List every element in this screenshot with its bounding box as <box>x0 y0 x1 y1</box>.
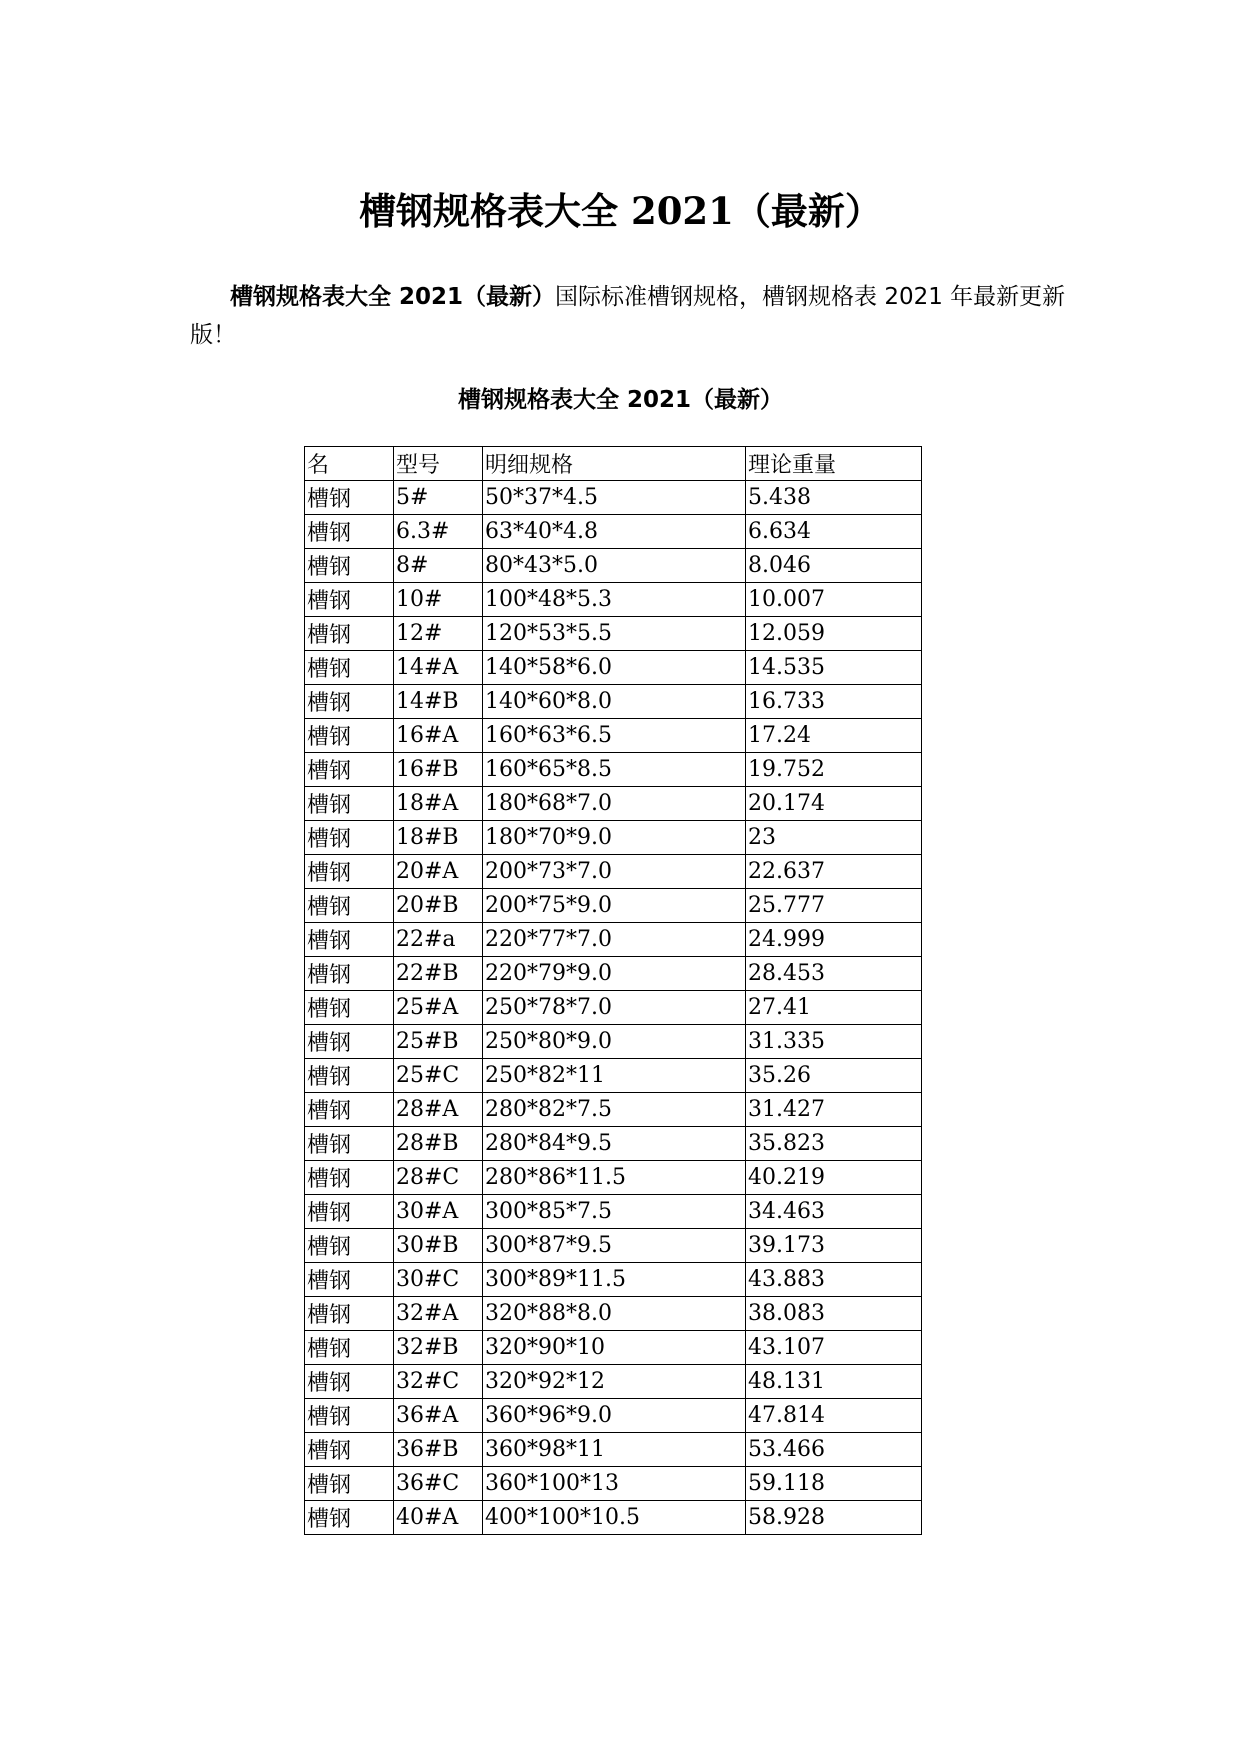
cell-model: 6.3# <box>394 515 483 549</box>
cell-model: 28#B <box>394 1127 483 1161</box>
cell-name: 槽钢 <box>305 923 394 957</box>
cell-spec: 140*60*8.0 <box>483 685 746 719</box>
cell-model: 40#A <box>394 1501 483 1535</box>
cell-model: 25#B <box>394 1025 483 1059</box>
cell-spec: 320*88*8.0 <box>483 1297 746 1331</box>
table-header-row <box>305 447 922 481</box>
cell-weight: 43.107 <box>746 1331 922 1365</box>
header-model: 型号 <box>394 447 483 481</box>
table-body <box>305 481 922 1535</box>
cell-spec: 200*75*9.0 <box>483 889 746 923</box>
cell-model: 30#C <box>394 1263 483 1297</box>
cell-model: 14#A <box>394 651 483 685</box>
cell-name: 槽钢 <box>305 1127 394 1161</box>
table-row <box>305 685 922 719</box>
cell-weight: 19.752 <box>746 753 922 787</box>
cell-weight: 38.083 <box>746 1297 922 1331</box>
cell-name: 槽钢 <box>305 583 394 617</box>
table-row <box>305 1161 922 1195</box>
cell-spec: 180*70*9.0 <box>483 821 746 855</box>
cell-name: 槽钢 <box>305 1229 394 1263</box>
cell-weight: 58.928 <box>746 1501 922 1535</box>
cell-name: 槽钢 <box>305 1501 394 1535</box>
cell-name: 槽钢 <box>305 1195 394 1229</box>
cell-weight: 35.26 <box>746 1059 922 1093</box>
cell-weight: 31.427 <box>746 1093 922 1127</box>
table-row <box>305 753 922 787</box>
cell-model: 18#B <box>394 821 483 855</box>
cell-model: 8# <box>394 549 483 583</box>
cell-spec: 140*58*6.0 <box>483 651 746 685</box>
cell-name: 槽钢 <box>305 549 394 583</box>
cell-name: 槽钢 <box>305 821 394 855</box>
cell-model: 5# <box>394 481 483 515</box>
cell-name: 槽钢 <box>305 1161 394 1195</box>
cell-spec: 200*73*7.0 <box>483 855 746 889</box>
cell-weight: 39.173 <box>746 1229 922 1263</box>
cell-weight: 28.453 <box>746 957 922 991</box>
cell-spec: 280*82*7.5 <box>483 1093 746 1127</box>
cell-spec: 320*90*10 <box>483 1331 746 1365</box>
cell-weight: 35.823 <box>746 1127 922 1161</box>
table-row <box>305 1501 922 1535</box>
header-name: 名 <box>305 447 394 481</box>
table-row <box>305 1195 922 1229</box>
cell-spec: 250*78*7.0 <box>483 991 746 1025</box>
cell-model: 32#A <box>394 1297 483 1331</box>
table-row <box>305 719 922 753</box>
cell-weight: 47.814 <box>746 1399 922 1433</box>
cell-model: 36#B <box>394 1433 483 1467</box>
table-row <box>305 1025 922 1059</box>
cell-spec: 160*63*6.5 <box>483 719 746 753</box>
header-weight: 理论重量 <box>746 447 922 481</box>
table-row <box>305 889 922 923</box>
cell-name: 槽钢 <box>305 1331 394 1365</box>
cell-weight: 22.637 <box>746 855 922 889</box>
cell-weight: 23 <box>746 821 922 855</box>
cell-model: 25#A <box>394 991 483 1025</box>
cell-weight: 6.634 <box>746 515 922 549</box>
cell-name: 槽钢 <box>305 889 394 923</box>
table-row <box>305 1365 922 1399</box>
cell-name: 槽钢 <box>305 1263 394 1297</box>
cell-model: 36#A <box>394 1399 483 1433</box>
cell-spec: 80*43*5.0 <box>483 549 746 583</box>
cell-spec: 180*68*7.0 <box>483 787 746 821</box>
table-row <box>305 957 922 991</box>
cell-model: 30#B <box>394 1229 483 1263</box>
table-row <box>305 991 922 1025</box>
table-row <box>305 1433 922 1467</box>
table-row <box>305 549 922 583</box>
table-row <box>305 1297 922 1331</box>
cell-name: 槽钢 <box>305 719 394 753</box>
cell-weight: 59.118 <box>746 1467 922 1501</box>
table-row <box>305 1399 922 1433</box>
cell-name: 槽钢 <box>305 481 394 515</box>
cell-weight: 53.466 <box>746 1433 922 1467</box>
cell-name: 槽钢 <box>305 855 394 889</box>
cell-model: 16#B <box>394 753 483 787</box>
cell-model: 22#a <box>394 923 483 957</box>
cell-spec: 300*89*11.5 <box>483 1263 746 1297</box>
cell-spec: 360*100*13 <box>483 1467 746 1501</box>
cell-model: 32#C <box>394 1365 483 1399</box>
cell-spec: 50*37*4.5 <box>483 481 746 515</box>
table-row <box>305 1093 922 1127</box>
cell-spec: 250*80*9.0 <box>483 1025 746 1059</box>
table-row <box>305 1263 922 1297</box>
header-spec: 明细规格 <box>483 447 746 481</box>
cell-weight: 10.007 <box>746 583 922 617</box>
cell-model: 25#C <box>394 1059 483 1093</box>
cell-spec: 400*100*10.5 <box>483 1501 746 1535</box>
table-caption: 槽钢规格表大全 2021（最新） <box>457 387 784 413</box>
cell-name: 槽钢 <box>305 515 394 549</box>
cell-spec: 120*53*5.5 <box>483 617 746 651</box>
cell-name: 槽钢 <box>305 1365 394 1399</box>
cell-model: 20#B <box>394 889 483 923</box>
cell-name: 槽钢 <box>305 1025 394 1059</box>
table-row <box>305 583 922 617</box>
channel-steel-spec-table <box>304 446 922 1535</box>
table-row <box>305 617 922 651</box>
cell-weight: 48.131 <box>746 1365 922 1399</box>
intro-text: 国际标准槽钢规格，槽钢规格表 2021 年最新更新版！ <box>190 284 1066 348</box>
cell-weight: 5.438 <box>746 481 922 515</box>
table-row <box>305 1127 922 1161</box>
cell-name: 槽钢 <box>305 957 394 991</box>
cell-name: 槽钢 <box>305 1467 394 1501</box>
intro-bold-title: 槽钢规格表大全 2021（最新） <box>230 284 556 310</box>
cell-name: 槽钢 <box>305 991 394 1025</box>
cell-name: 槽钢 <box>305 1297 394 1331</box>
cell-spec: 220*79*9.0 <box>483 957 746 991</box>
cell-spec: 360*96*9.0 <box>483 1399 746 1433</box>
cell-model: 28#C <box>394 1161 483 1195</box>
cell-weight: 20.174 <box>746 787 922 821</box>
cell-weight: 34.463 <box>746 1195 922 1229</box>
intro-paragraph <box>190 278 1070 354</box>
cell-model: 30#A <box>394 1195 483 1229</box>
cell-weight: 27.41 <box>746 991 922 1025</box>
cell-model: 10# <box>394 583 483 617</box>
cell-spec: 280*84*9.5 <box>483 1127 746 1161</box>
cell-weight: 24.999 <box>746 923 922 957</box>
cell-spec: 360*98*11 <box>483 1433 746 1467</box>
table-row <box>305 1059 922 1093</box>
cell-model: 32#B <box>394 1331 483 1365</box>
table-row <box>305 1229 922 1263</box>
cell-model: 36#C <box>394 1467 483 1501</box>
cell-name: 槽钢 <box>305 1399 394 1433</box>
table-row <box>305 923 922 957</box>
page-title: 槽钢规格表大全 2021（最新） <box>359 189 882 233</box>
cell-spec: 250*82*11 <box>483 1059 746 1093</box>
cell-spec: 320*92*12 <box>483 1365 746 1399</box>
cell-weight: 17.24 <box>746 719 922 753</box>
table-row <box>305 787 922 821</box>
cell-weight: 25.777 <box>746 889 922 923</box>
cell-model: 18#A <box>394 787 483 821</box>
cell-weight: 14.535 <box>746 651 922 685</box>
cell-name: 槽钢 <box>305 787 394 821</box>
cell-spec: 300*87*9.5 <box>483 1229 746 1263</box>
cell-name: 槽钢 <box>305 1433 394 1467</box>
table-row <box>305 481 922 515</box>
cell-name: 槽钢 <box>305 685 394 719</box>
table-row <box>305 515 922 549</box>
cell-spec: 220*77*7.0 <box>483 923 746 957</box>
cell-model: 20#A <box>394 855 483 889</box>
cell-weight: 8.046 <box>746 549 922 583</box>
cell-spec: 300*85*7.5 <box>483 1195 746 1229</box>
cell-weight: 31.335 <box>746 1025 922 1059</box>
cell-spec: 280*86*11.5 <box>483 1161 746 1195</box>
table-row <box>305 1467 922 1501</box>
cell-model: 12# <box>394 617 483 651</box>
cell-weight: 43.883 <box>746 1263 922 1297</box>
cell-model: 28#A <box>394 1093 483 1127</box>
cell-name: 槽钢 <box>305 617 394 651</box>
cell-weight: 12.059 <box>746 617 922 651</box>
cell-name: 槽钢 <box>305 1059 394 1093</box>
cell-model: 16#A <box>394 719 483 753</box>
cell-weight: 40.219 <box>746 1161 922 1195</box>
table-row <box>305 821 922 855</box>
cell-name: 槽钢 <box>305 1093 394 1127</box>
cell-name: 槽钢 <box>305 651 394 685</box>
cell-name: 槽钢 <box>305 753 394 787</box>
table-row <box>305 855 922 889</box>
table-row <box>305 651 922 685</box>
cell-spec: 100*48*5.3 <box>483 583 746 617</box>
cell-spec: 160*65*8.5 <box>483 753 746 787</box>
table-row <box>305 1331 922 1365</box>
cell-weight: 16.733 <box>746 685 922 719</box>
cell-model: 22#B <box>394 957 483 991</box>
cell-spec: 63*40*4.8 <box>483 515 746 549</box>
cell-model: 14#B <box>394 685 483 719</box>
